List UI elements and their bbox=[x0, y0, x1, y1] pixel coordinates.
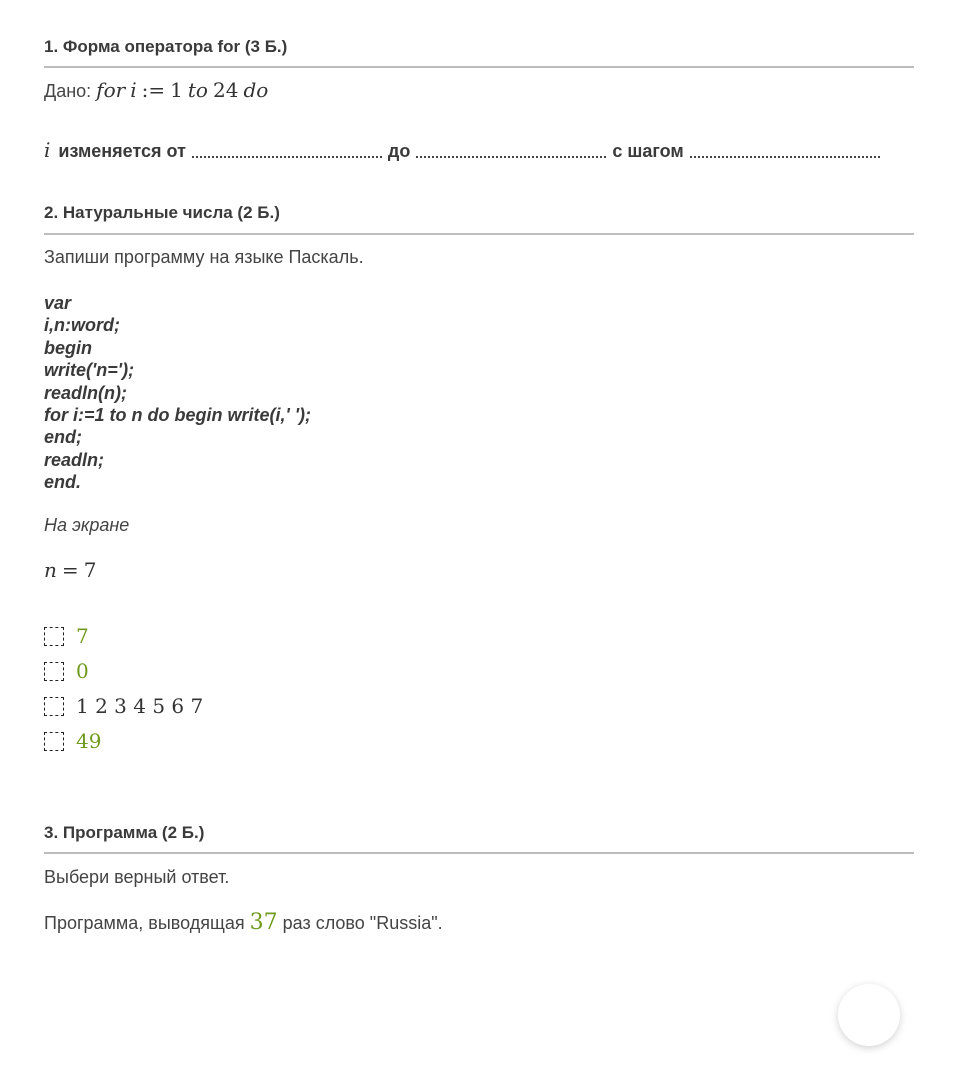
given-do: do bbox=[243, 78, 269, 102]
question-3-heading: 3. Программа (2 Б.) bbox=[44, 823, 205, 842]
code-line: write('n='); bbox=[44, 360, 135, 381]
option-row[interactable] bbox=[44, 624, 89, 648]
divider bbox=[44, 66, 914, 68]
code-line: begin bbox=[44, 337, 92, 358]
question-2-instruction: Запиши программу на языке Паскаль. bbox=[44, 247, 364, 267]
code-line: readln; bbox=[44, 449, 105, 470]
text-before: Программа, выводящая bbox=[44, 913, 245, 933]
given-label: Дано: bbox=[44, 81, 92, 101]
divider bbox=[44, 233, 914, 235]
code-line: end; bbox=[44, 427, 82, 448]
option-row[interactable] bbox=[44, 694, 203, 718]
text-after: раз слово "Russia". bbox=[282, 913, 443, 933]
code-line: end. bbox=[44, 472, 82, 493]
checkbox[interactable] bbox=[44, 662, 64, 681]
question-3-text bbox=[44, 910, 443, 935]
checkbox[interactable] bbox=[44, 732, 64, 751]
to-label: до bbox=[387, 141, 411, 161]
question-2-heading: 2. Натуральные числа (2 Б.) bbox=[44, 203, 280, 222]
given-assign: := bbox=[141, 78, 166, 102]
given-end: 24 bbox=[212, 78, 239, 102]
step-label: с шагом bbox=[612, 141, 684, 161]
code-line: for i:=1 to n do begin write(i,' '); bbox=[44, 405, 312, 426]
option-label: 49 bbox=[76, 729, 102, 753]
n-eq: = bbox=[61, 558, 79, 582]
fill-in-row bbox=[44, 138, 914, 162]
count-value: 37 bbox=[249, 910, 278, 935]
option-row[interactable] bbox=[44, 659, 89, 683]
code-line: var bbox=[44, 293, 72, 313]
option-label: 7 bbox=[76, 624, 89, 648]
divider bbox=[44, 852, 914, 854]
given-i: i bbox=[130, 78, 137, 102]
floating-action-button[interactable] bbox=[838, 984, 900, 1046]
step-blank-input[interactable] bbox=[690, 156, 880, 158]
given-from: 1 bbox=[170, 78, 183, 102]
from-blank-input[interactable] bbox=[192, 156, 382, 158]
screen-label: На экране bbox=[44, 515, 130, 535]
var-i: i bbox=[44, 138, 51, 162]
checkbox[interactable] bbox=[44, 697, 64, 716]
changes-label: изменяется от bbox=[58, 141, 186, 161]
question-3-instruction: Выбери верный ответ. bbox=[44, 867, 230, 887]
option-label: 0 bbox=[76, 659, 89, 683]
given-to: to bbox=[187, 78, 208, 102]
to-blank-input[interactable] bbox=[416, 156, 606, 158]
n-equals-line bbox=[44, 558, 96, 582]
option-label: 1 2 3 4 5 6 7 bbox=[76, 694, 204, 718]
question-1-heading: 1. Форма оператора for (3 Б.) bbox=[44, 37, 288, 56]
code-line: readln(n); bbox=[44, 382, 127, 403]
checkbox[interactable] bbox=[44, 627, 64, 646]
option-row[interactable] bbox=[44, 729, 101, 753]
given-for: for bbox=[96, 78, 126, 102]
code-line: i,n:word; bbox=[44, 315, 120, 336]
pascal-code-block bbox=[44, 292, 311, 494]
n-var: n bbox=[44, 558, 57, 582]
given-line bbox=[44, 78, 268, 102]
n-value: 7 bbox=[83, 558, 97, 582]
